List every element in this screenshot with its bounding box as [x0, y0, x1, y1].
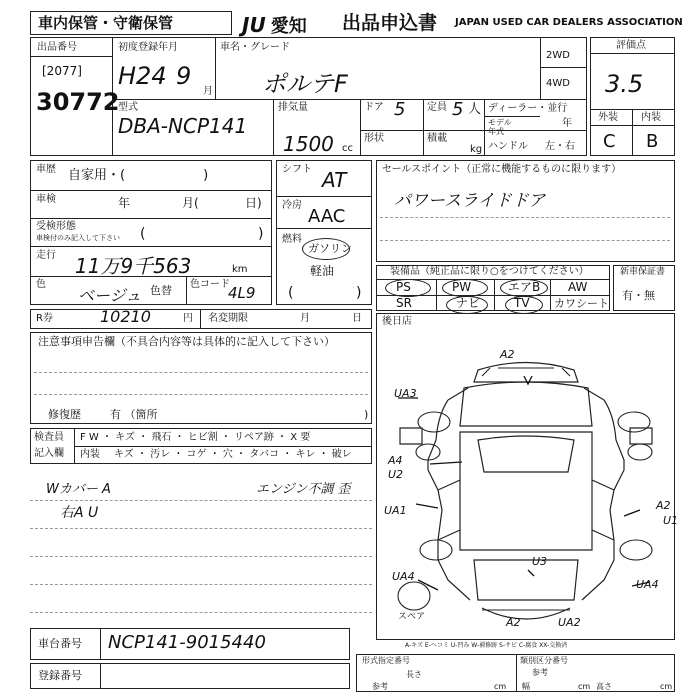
color-label: 色: [36, 279, 46, 290]
damage-mark-right-a2: A2: [656, 499, 671, 512]
spare-tire-icon: [398, 582, 430, 610]
displacement-label: 排気量: [278, 102, 308, 113]
damage-mark-a4: A4: [388, 454, 403, 467]
receipt-paren-close: ): [258, 226, 264, 242]
grade-label: 評価点: [616, 40, 646, 51]
width-label: 幅: [522, 682, 530, 691]
car-name-label: 車名・グレード: [220, 42, 290, 53]
circle-tv: [505, 296, 543, 314]
interior-label: 内装: [641, 112, 661, 123]
association-name: JAPAN USED CAR DEALERS ASSOCIATION: [455, 17, 683, 28]
height-label: 高さ: [596, 682, 612, 691]
handwritten-note-1: Wカバー A: [46, 482, 111, 497]
repair-value: 有 （箇所: [110, 408, 158, 421]
shift-value: AT: [322, 168, 347, 192]
history-label: 車歴: [36, 164, 56, 175]
spare-label: スペア: [398, 612, 426, 622]
storage-label: 車内保管・守衛保管: [38, 14, 174, 32]
ju-logo: [242, 12, 307, 38]
lot-number: 30772: [36, 88, 120, 116]
damage-mark-ua1: UA1: [384, 504, 407, 517]
ju-logo-mark: JU: [242, 13, 266, 37]
inspector-row-2a: 内装: [80, 449, 100, 460]
inspector-label-2: 記入欄: [34, 448, 64, 459]
damage-mark-bottom-a2: A2: [506, 616, 521, 629]
repair-label: 修復歴: [48, 408, 81, 421]
inspector-row-1: F W ・ キズ ・ 飛石 ・ ヒビ割 ・ リペア跡 ・ X 要: [80, 432, 311, 443]
lot-label: 出品番号: [37, 42, 77, 53]
color-value: ベージュ: [78, 286, 142, 305]
name-change-day: 日: [352, 313, 362, 324]
interior-grade: B: [646, 131, 659, 152]
load-label: 積載: [427, 133, 447, 144]
recycle-box: [30, 309, 372, 329]
car-name-value: ポルテF: [262, 70, 348, 98]
color-code-value: 4L9: [228, 284, 256, 302]
inspection-day: 日): [245, 196, 262, 210]
wheel-front-right: [618, 412, 650, 432]
mirror-left: [416, 444, 440, 460]
handwritten-note-3: 右A U: [60, 505, 99, 521]
equip-tv: TV: [514, 296, 530, 310]
registration-year: H24: [118, 62, 167, 90]
handle-label: ハンドル: [488, 141, 528, 152]
inspector-label-1: 検査員: [34, 432, 64, 443]
equipment-label: 装備品（純正品に限り○をつけてください）: [390, 266, 589, 277]
inspection-year: 年: [118, 196, 131, 210]
equip-pw: PW: [452, 280, 472, 294]
grade-score: 3.5: [605, 70, 644, 98]
handwritten-note-2: エンジン不調 歪: [256, 482, 351, 497]
fuel-diesel: 軽油: [310, 264, 335, 278]
wheel-front-left: [418, 412, 450, 432]
history-value: 自家用・( ): [68, 168, 209, 183]
exterior-label: 外装: [598, 112, 618, 123]
displacement-unit: cc: [342, 143, 353, 154]
notes-label: 注意事項申告欄（不具合内容等は具体的に記入して下さい）: [38, 335, 335, 348]
inspection-month: 月(: [182, 196, 199, 210]
selling-points-value: パワースライドドア: [394, 191, 546, 211]
damage-mark-bottom-ua2: UA2: [558, 616, 581, 629]
aircon-value: AAC: [308, 206, 346, 227]
color-change-label: 色替: [150, 284, 172, 297]
cert-label: 形式指定番号: [362, 656, 410, 665]
car-diagram: [378, 340, 674, 640]
fuel-paren-close: ): [356, 285, 362, 301]
equip-ps: PS: [396, 280, 411, 294]
mileage-unit: km: [232, 264, 248, 275]
lot-sub-number: [2077]: [42, 64, 82, 78]
damage-mark-left-ua4: UA4: [392, 570, 415, 583]
guarantee-label: 新車保証書: [620, 267, 666, 277]
doors-value: 5: [394, 99, 406, 120]
inspector-row-2b: キズ ・ 汚レ ・ コゲ ・ 穴 ・ タバコ ・ キレ ・ 破レ: [114, 449, 352, 460]
shift-label: シフト: [282, 164, 312, 175]
damage-mark-top: A2: [500, 348, 515, 361]
fuel-gasoline: ガソリン: [308, 242, 352, 255]
mirror-right: [628, 444, 652, 460]
length-unit: cm: [494, 682, 507, 691]
aircon-label: 冷房: [282, 200, 302, 211]
recycle-label: R券: [36, 313, 53, 324]
inspection-label: 車検: [36, 194, 56, 205]
selling-points-box: [376, 160, 675, 262]
damage-mark-u2: U2: [388, 468, 404, 481]
mileage-value: 11万9千563: [75, 254, 192, 278]
length-label: 長さ: [406, 670, 422, 679]
equip-airbag: エアB: [508, 280, 541, 294]
damage-mark-right-ua4: UA4: [636, 578, 659, 591]
ref-label-2: 参考: [532, 668, 548, 677]
displacement-value: 1500: [283, 132, 334, 156]
ref-label-1: 参考: [372, 682, 388, 691]
recycle-value: 10210: [100, 307, 151, 326]
plate-label: 登録番号: [38, 669, 82, 682]
fuel-paren-open: (: [288, 285, 294, 301]
width-unit: cm: [578, 682, 591, 691]
shape-label: 形状: [364, 133, 384, 144]
registration-label: 初度登録年月: [118, 42, 178, 53]
registration-month-unit: 月: [203, 86, 213, 97]
damage-mark-ua3: UA3: [394, 387, 417, 400]
capacity-label: 定員: [427, 102, 447, 113]
damage-legend: A-キズ E-ヘコミ U-凹み W-補修跡 S-サビ C-腐食 XX-交換済: [405, 642, 568, 649]
equip-navi: ナビ: [456, 296, 481, 310]
load-unit: kg: [470, 144, 483, 155]
capacity-unit: 人: [468, 102, 482, 117]
dealer-model-year: モデル年式: [488, 118, 512, 136]
model-value: DBA-NCP141: [118, 114, 248, 138]
equip-leather: カワシート: [554, 297, 609, 310]
drive-2wd: 2WD: [546, 50, 570, 61]
name-change-month: 月: [300, 313, 310, 324]
circle-pw: [442, 279, 488, 297]
fuel-label: 燃料: [282, 234, 302, 245]
wheel-rear-right: [620, 540, 652, 560]
drive-4wd: 4WD: [546, 78, 570, 89]
ju-logo-text: 愛知: [270, 16, 307, 37]
equip-sr: SR: [396, 296, 412, 310]
class-label: 類別区分番号: [520, 656, 568, 665]
name-change-label: 名変期限: [208, 313, 248, 324]
chassis-label: 車台番号: [38, 637, 82, 650]
wheel-rear-left: [420, 540, 452, 560]
damage-mark-u1: U1: [663, 514, 679, 527]
damage-mark-u3: U3: [532, 555, 548, 568]
back-store-label: 後日店: [382, 316, 412, 327]
color-code-label: 色コード: [190, 279, 230, 290]
guarantee-options: 有・無: [622, 289, 655, 302]
capacity-value: 5: [452, 99, 464, 120]
model-label: 型式: [118, 102, 138, 113]
registration-month: 9: [176, 62, 192, 90]
dealer-year-unit: 年: [562, 118, 572, 129]
exterior-grade: C: [603, 131, 616, 152]
form-title: 出品申込書: [342, 12, 438, 34]
receipt-label: 受検形態: [36, 221, 76, 232]
receipt-paren-open: (: [140, 226, 146, 242]
doors-label: ドア: [364, 102, 384, 113]
equip-aw: AW: [568, 280, 588, 294]
handle-options: 左・右: [545, 141, 575, 152]
circle-navi: [446, 296, 488, 314]
receipt-note: 車検付のみ記入して下さい: [36, 234, 120, 242]
circle-ps: [385, 279, 431, 297]
chassis-value: NCP141-9015440: [108, 632, 266, 653]
dealer-label: ディーラー・並行: [488, 103, 568, 114]
repair-close: ): [364, 408, 369, 421]
height-unit: cm: [660, 682, 673, 691]
mileage-label: 走行: [36, 250, 56, 261]
recycle-unit: 円: [183, 313, 193, 324]
circle-airbag: [500, 279, 548, 297]
selling-points-label: セールスポイント（正常に機能するものに限ります）: [382, 164, 622, 175]
